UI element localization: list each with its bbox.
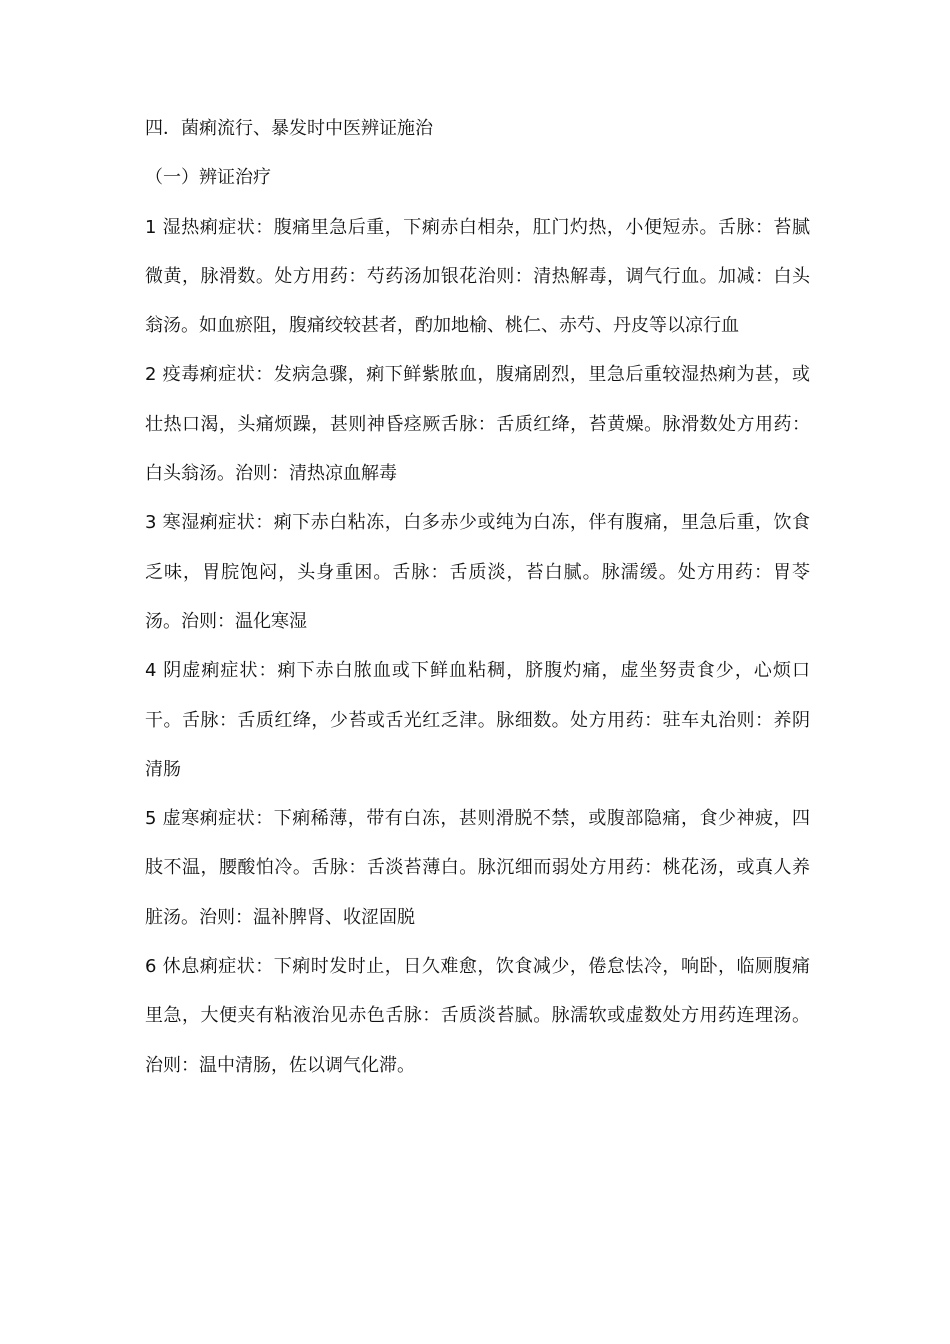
- section-heading: 四．菌痢流行、暴发时中医辨证施治: [145, 118, 433, 139]
- paragraph-yin-deficiency-dysentery: 4 阴虚痢症状：痢下赤白脓血或下鲜血粘稠，脐腹灼痛，虚坐努责食少，心烦口干。舌脉：舌质红绛，少苔或舌光红乏津。脉细数。处方用药：驻车丸治则：养阴清肠: [145, 660, 810, 780]
- document-body: [145, 104, 810, 1090]
- subsection-heading: （一）辨证治疗: [145, 167, 271, 189]
- paragraph-cold-damp-dysentery: 3 寒湿痢症状：痢下赤白粘冻，白多赤少或纯为白冻，伴有腹痛，里急后重，饮食乏味，胃脘饱闷，头身重困。舌脉：舌质淡，苔白腻。脉濡缓。处方用药：胃苓汤。治则：温化寒湿: [145, 512, 810, 632]
- paragraph-deficiency-cold-dysentery: 5 虚寒痢症状：下痢稀薄，带有白冻，甚则滑脱不禁，或腹部隐痛，食少神疲，四肢不温，腰酸怕冷。舌脉：舌淡苔薄白。脉沉细而弱处方用药：桃花汤，或真人养脏汤。治则：温补脾肾、收涩固脱: [145, 808, 810, 928]
- paragraph-damp-heat-dysentery: 1 湿热痢症状：腹痛里急后重，下痢赤白相杂，肛门灼热，小便短赤。舌脉：苔腻微黄，脉滑数。处方用药：芍药汤加银花治则：清热解毒，调气行血。加减：白头翁汤。如血瘀阻，腹痛绞较甚者，酌加地榆、桃仁、赤芍、丹皮等以凉行血: [145, 216, 810, 337]
- paragraph-toxic-dysentery: 2 疫毒痢症状：发病急骤，痢下鲜紫脓血，腹痛剧烈，里急后重较湿热痢为甚，或壮热口渴，头痛烦躁，甚则神昏痉厥舌脉：舌质红绛，苔黄燥。脉滑数处方用药：白头翁汤。治则：清热凉血解毒: [145, 364, 810, 485]
- paragraph-recurrent-dysentery: 6 休息痢症状：下痢时发时止，日久难愈，饮食减少，倦怠怯冷，响卧，临厕腹痛里急，大便夹有粘液治见赤色舌脉：舌质淡苔腻。脉濡软或虚数处方用药连理汤。治则：温中清肠，佐以调气化滞。: [145, 956, 810, 1076]
